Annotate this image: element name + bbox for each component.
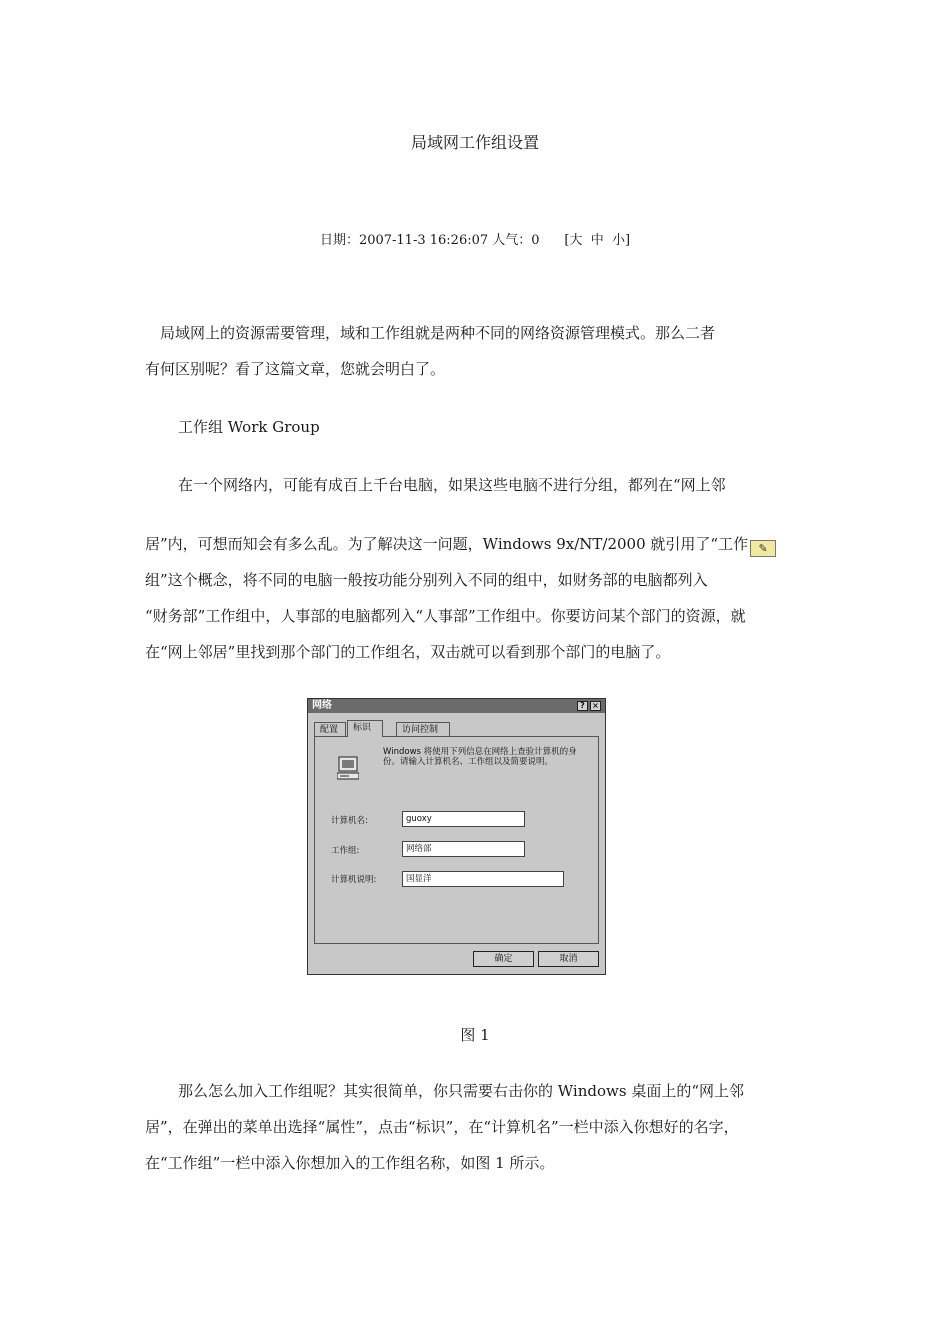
help-button[interactable]: ? [577, 701, 588, 711]
cancel-button[interactable]: 取消 [538, 951, 599, 967]
computer-icon [337, 756, 359, 780]
identification-panel [314, 736, 599, 944]
tab-config[interactable]: 配置 [314, 722, 346, 736]
computer-name-input[interactable]: guoxy [402, 811, 525, 827]
body1-line-1: 在一个网络内，可能有成百上千台电脑，如果这些电脑不进行分组，都列在“网上邻 [178, 476, 726, 494]
tab-access-control[interactable]: 访问控制 [396, 722, 450, 736]
body2-line-3: 在“工作组”一栏中添入你想加入的工作组名称，如图 1 所示。 [145, 1154, 555, 1172]
tab-identification[interactable]: 标识 [347, 720, 383, 737]
body1-line-4: “财务部”工作组中，人事部的电脑都列入“人事部”工作组中。你要访问某个部门的资源，就 [145, 607, 746, 625]
intro-line-2: 有何区别呢？看了这篇文章，您就会明白了。 [145, 360, 446, 378]
date-text: 日期：2007-11-3 16:26:07 [319, 233, 489, 248]
network-dialog-figure [307, 698, 606, 975]
computer-name-label: 计算机名: [331, 816, 368, 826]
figure-caption: 图 1 [460, 1026, 490, 1044]
body2-line-2: 居”，在弹出的菜单出选择“属性”，点击“标识”，在“计算机名”一栏中添入你想好的名字， [145, 1118, 739, 1136]
close-button[interactable]: × [590, 701, 601, 711]
body1-line-2: 居”内，可想而知会有多么乱。为了解决这一问题，Windows 9x/NT/2000 就引用了“工作 [145, 535, 749, 553]
body1-line-5: 在“网上邻居”里找到那个部门的工作组名，双击就可以看到那个部门的电脑了。 [145, 643, 671, 661]
page-title: 局域网工作组设置 [410, 133, 539, 152]
computer-description-label: 计算机说明: [331, 875, 377, 885]
popularity-text: 人气：0 [492, 233, 540, 248]
font-size-options[interactable]: [大 中 小] [564, 233, 631, 248]
dialog-title: 网络 [308, 699, 605, 713]
workgroup-label: 工作组: [331, 846, 360, 856]
body1-line-2-wrap [145, 533, 776, 557]
workgroup-input[interactable]: 网络部 [402, 841, 525, 857]
computer-description-input[interactable]: 国显洋 [402, 871, 564, 887]
intro-line-1: 局域网上的资源需要管理，域和工作组就是两种不同的网络资源管理模式。那么二者 [160, 324, 716, 342]
body2-line-1: 那么怎么加入工作组呢？其实很简单，你只需要右击你的 Windows 桌面上的“网上邻 [178, 1082, 744, 1100]
pencil-note-icon: ✎ [750, 540, 776, 557]
dialog-description: Windows 将使用下列信息在网络上查验计算机的身份。请输入计算机名、工作组以及简要说明。 [383, 747, 577, 767]
article-meta [0, 229, 950, 248]
section-heading: 工作组 Work Group [178, 418, 320, 436]
body1-line-3: 组”这个概念，将不同的电脑一般按功能分别列入不同的组中，如财务部的电脑都列入 [145, 571, 708, 589]
ok-button[interactable]: 确定 [473, 951, 534, 967]
